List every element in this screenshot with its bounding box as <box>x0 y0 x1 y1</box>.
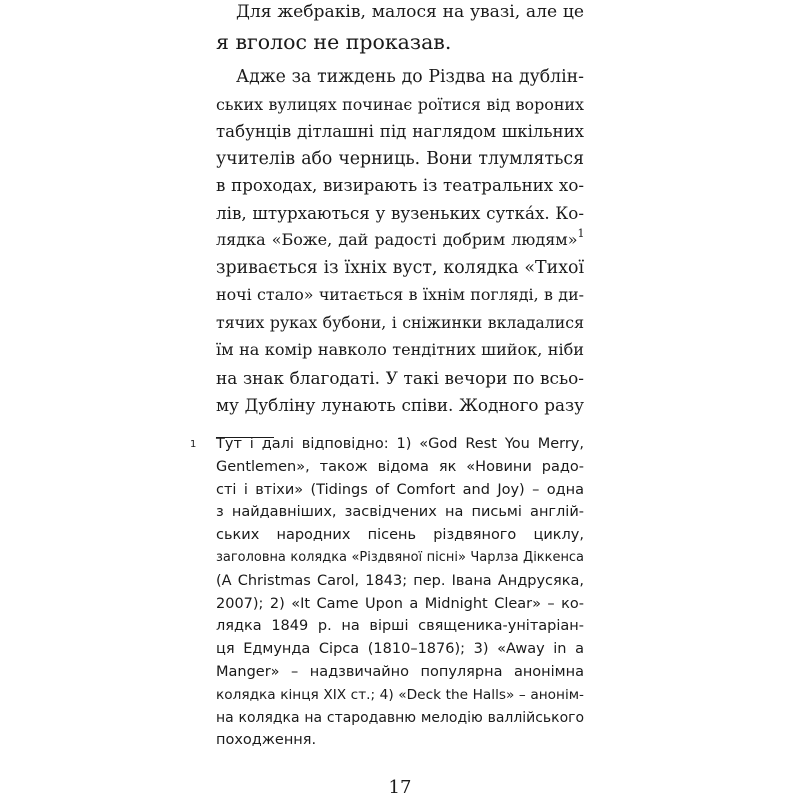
footnote-marker: 1 <box>190 439 197 450</box>
footnote-line: ських народних пісень різдвяного циклу, <box>216 527 584 544</box>
footnote-line: лядка 1849 р. на вірші священика-унітаріан- <box>216 618 584 635</box>
body-line: я вголос не проказав. <box>216 30 452 54</box>
body-line: в проходах, визирають із театральних хо- <box>216 176 584 195</box>
footnote-line: заголовна колядка «Різдвяної пісні» Чарлза Діккенса <box>216 550 584 565</box>
body-line: на знак благодаті. У такі вечори по всьо- <box>216 368 584 388</box>
page-number: 17 <box>388 777 412 798</box>
footnote-line: на колядка на стародавню мелодію валлійського <box>216 709 584 726</box>
body-line: табунців дітлашні під наглядом шкільних <box>216 122 584 141</box>
footnote-line: походження. <box>216 732 317 749</box>
footnote-line: Тут і далі відповідно: 1) «God Rest You Merry, <box>216 436 584 452</box>
body-line: ночі стало» читається в їхнім погляді, в ди- <box>216 285 584 304</box>
body-line: ських вулицях починає роїтися від вороних <box>216 95 584 114</box>
body-line: тячих руках бубони, і сніжинки вкладалися <box>216 313 584 332</box>
footnote-reference[interactable]: 1 <box>577 227 585 240</box>
footnote-line: колядка кінця XIX ст.; 4) «Deck the Halls» – анонім- <box>216 686 584 703</box>
footnote-line: 2007); 2) «It Came Upon a Midnight Clear» – ко- <box>216 595 584 612</box>
body-line: їм на комір навколо тендітних шийок, ніби <box>216 340 584 359</box>
body-line: Для жебраків, малося на увазі, але це <box>236 2 584 22</box>
footnote-line: Manger» – надзвичайно популярна анонімна <box>216 664 584 680</box>
footnote-line: ця Едмунда Сірса (1810–1876); 3) «Away in a <box>216 641 584 658</box>
footnote-line: Gentlemen», також відома як «Новини радо- <box>216 458 584 475</box>
body-line: лядка «Боже, дай радості добрим людям»$^1$ <box>216 227 585 249</box>
body-line: учителів або черниць. Вони тлумляться <box>216 149 584 169</box>
footnote-line: (A Christmas Carol, 1843; пер. Івана Андрусяка, <box>216 572 584 589</box>
footnote-line: сті і втіхи» (Tidings of Comfort and Joy) – одна <box>216 481 584 498</box>
body-line: лів, штурхаються у вузеньких сутка́х. Ко- <box>216 203 584 223</box>
footnote-line: з найдавніших, засвідчених на письмі англій- <box>216 504 584 521</box>
body-line: му Дубліну лунають співи. Жодного разу <box>216 395 584 415</box>
body-line: зривається із їхніх вуст, колядка «Тихої <box>216 258 584 278</box>
body-line: Адже за тиждень до Різдва на дублін- <box>236 67 584 87</box>
